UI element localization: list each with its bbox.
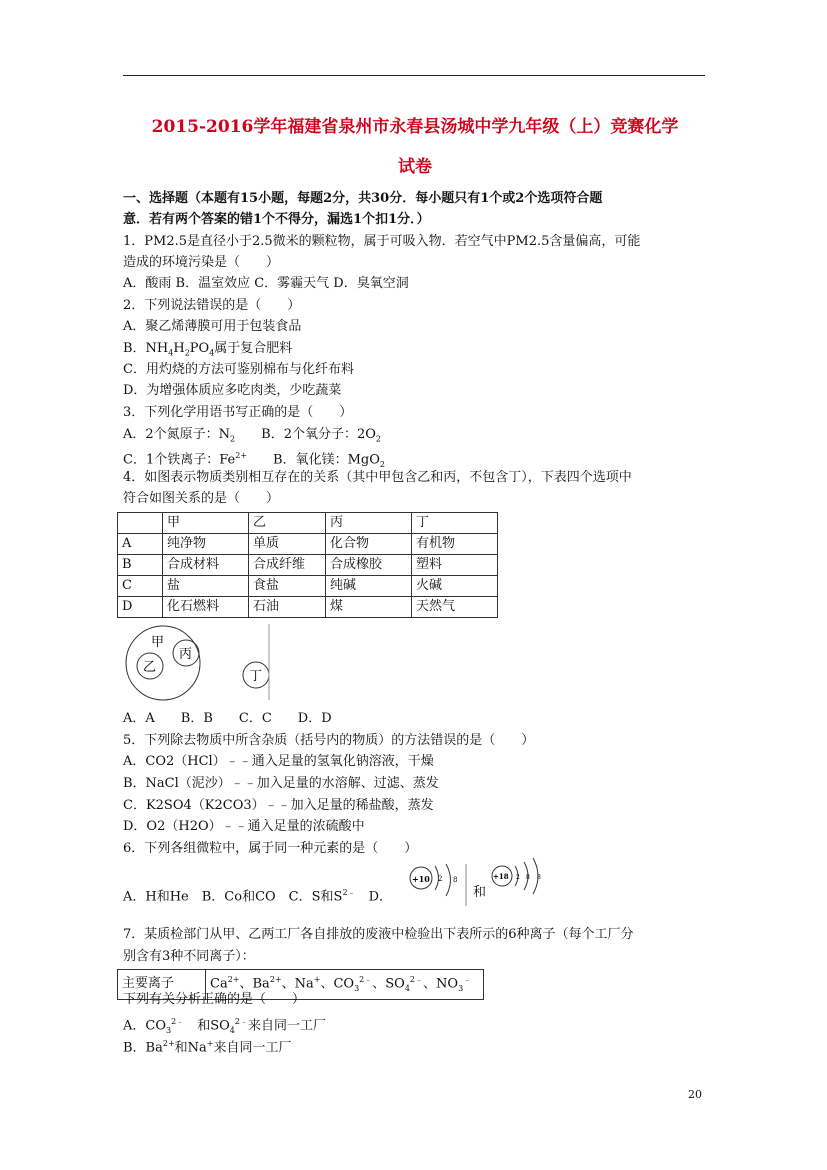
label-bing: 丙 [179, 647, 193, 662]
q2-option-a: A．聚乙烯薄膜可用于包装食品 [123, 319, 302, 334]
q5-option-c: C．K2SO4（K2CO3）﹣﹣加入足量的稀盐酸，蒸发 [123, 798, 434, 813]
q4-stem: 4．如图表示物质类别相互存在的关系（其中甲包含乙和丙，不包含丁），下表四个选项中 [123, 470, 632, 485]
q2-option-d: D．为增强体质应多吃肉类，少吃蔬菜 [123, 383, 342, 398]
q5-option-d: D．O2（H2O）﹣﹣通入足量的浓硫酸中 [123, 819, 365, 834]
q1-stem: 1．PM2.5是直径小于2.5微米的颗粒物，属于可吸入物．若空气中PM2.5含量偏高，可能 [123, 234, 641, 249]
table-row [118, 534, 498, 555]
table-cell: B [118, 555, 163, 576]
shell-electron-count: 2 [438, 875, 443, 883]
table-row [118, 555, 498, 576]
section-heading-1: 一、选择题（本题有15小题，每题2分，共30分．每小题只有1个或2个选项符合题 [123, 191, 603, 206]
q1-stem-cont: 造成的环境污染是（ ） [123, 255, 280, 270]
q7-stem: 7．某质检部门从甲、乙两工厂各自排放的废液中检验出下表所示的6种离子（每个工厂分 [123, 927, 634, 942]
table-cell: 化合物 [326, 534, 412, 555]
q7-option-b: B．$Ba^{2+}$和Na+来自同一工厂 [123, 1039, 292, 1056]
q5-option-a: A．CO2（HCl）﹣﹣通入足量的氢氧化钠溶液，干燥 [123, 754, 434, 769]
shell-electron-count: 8 [453, 876, 458, 884]
table-cell: 合成纤维 [249, 555, 326, 576]
page-number: 20 [688, 1088, 702, 1101]
table-cell: 煤 [326, 597, 412, 618]
table-cell: 火碱 [412, 576, 498, 597]
table-row [118, 576, 498, 597]
electron-shell [446, 864, 451, 896]
table-cell: 合成橡胶 [326, 555, 412, 576]
q2-option-b: B．$NH_4H_2PO_4$属于复合肥料 [123, 341, 293, 358]
table-cell: A [118, 534, 163, 555]
q3-options-ab: A．2个氮原子：$N_2$ B．2个氧分子：$2O_2$ [123, 427, 382, 444]
q6-stem: 6．下列各组微粒中，属于同一种元素的是（ ） [123, 841, 418, 856]
table-cell: 丁 [412, 513, 498, 534]
q5-option-b: B．NaCl（泥沙）﹣﹣加入足量的水溶解、过滤、蒸发 [123, 776, 439, 791]
table-cell: 纯碱 [326, 576, 412, 597]
q6-atom-diagram-1 [405, 864, 475, 908]
table-row [118, 597, 498, 618]
q5-stem: 5．下列除去物质中所含杂质（括号内的物质）的方法错误的是（ ） [123, 733, 535, 748]
table-cell: 有机物 [412, 534, 498, 555]
q6-and-text: 和 [473, 885, 487, 900]
q6-options: A．H和He B．Co和CO C．S和$S^{2﹣}$ D． [123, 888, 392, 905]
nucleus-charge: +18 [493, 872, 509, 881]
page-title-line2: 试卷 [398, 157, 432, 177]
q4-stem-cont: 符合如图关系的是（ ） [123, 491, 280, 506]
label-ding: 丁 [249, 669, 263, 684]
q3-options-cd: C．1个铁离子：$Fe^{2+}$ B．氧化镁：MgO$_2$ [123, 451, 385, 469]
table-cell: 纯净物 [163, 534, 249, 555]
q1-options: A．酸雨 B．温室效应 C．雾霾天气 D．臭氧空洞 [123, 276, 409, 291]
label-jia: 甲 [151, 635, 165, 650]
table-cell: 天然气 [412, 597, 498, 618]
q4-table [117, 512, 498, 618]
header-rule [123, 75, 705, 76]
table-cell: 盐 [163, 576, 249, 597]
table-row [118, 513, 498, 534]
q2-option-c: C．用灼烧的方法可鉴别棉布与化纤布料 [123, 362, 354, 377]
q3-stem: 3．下列化学用语书写正确的是（ ） [123, 405, 353, 420]
table-cell: 塑料 [412, 555, 498, 576]
nucleus-charge: +10 [412, 874, 430, 884]
table-cell: 甲 [163, 513, 249, 534]
label-yi: 乙 [143, 660, 157, 675]
table-cell: D [118, 597, 163, 618]
section-heading-2: 意．若有两个答案的错1个不得分，漏选1个扣1分．） [123, 212, 430, 227]
table-cell-label: 主要离子 [118, 970, 206, 1000]
q4-options: A．A B．B C．C D．D [123, 711, 332, 726]
table-cell: 乙 [249, 513, 326, 534]
q7-stem-cont: 别含有3种不同离子）： [123, 949, 255, 964]
q7-question: 下列有关分析正确的是（ ） [123, 992, 306, 1007]
table-cell: 丙 [326, 513, 412, 534]
table-cell: 单质 [249, 534, 326, 555]
table-cell [118, 513, 163, 534]
shell-electron-count: 8 [526, 874, 530, 881]
q4-venn-diagram [118, 624, 278, 704]
page-title-line1: 2015-2016学年福建省泉州市永春县汤城中学九年级（上）竞赛化学 [151, 117, 679, 137]
table-cell: C [118, 576, 163, 597]
table-cell: 石油 [249, 597, 326, 618]
q7-option-a: A．$CO_3^{2﹣}$ 和$SO_4^{2﹣}$来自同一工厂 [123, 1017, 326, 1035]
q2-stem: 2．下列说法错误的是（ ） [123, 298, 301, 313]
shell-electron-count: 8 [537, 874, 541, 881]
table-cell: 食盐 [249, 576, 326, 597]
table-cell-ions: $Ca^{2+}$、$Ba^{2+}$、Na+、$CO_3^{2﹣}$、$SO_4^{2﹣}$、$NO_3^﹣$ [206, 970, 484, 1000]
table-cell: 化石燃料 [163, 597, 249, 618]
shell-electron-count: 2 [516, 874, 520, 881]
table-cell: 合成材料 [163, 555, 249, 576]
q6-atom-diagram-2 [488, 858, 548, 902]
